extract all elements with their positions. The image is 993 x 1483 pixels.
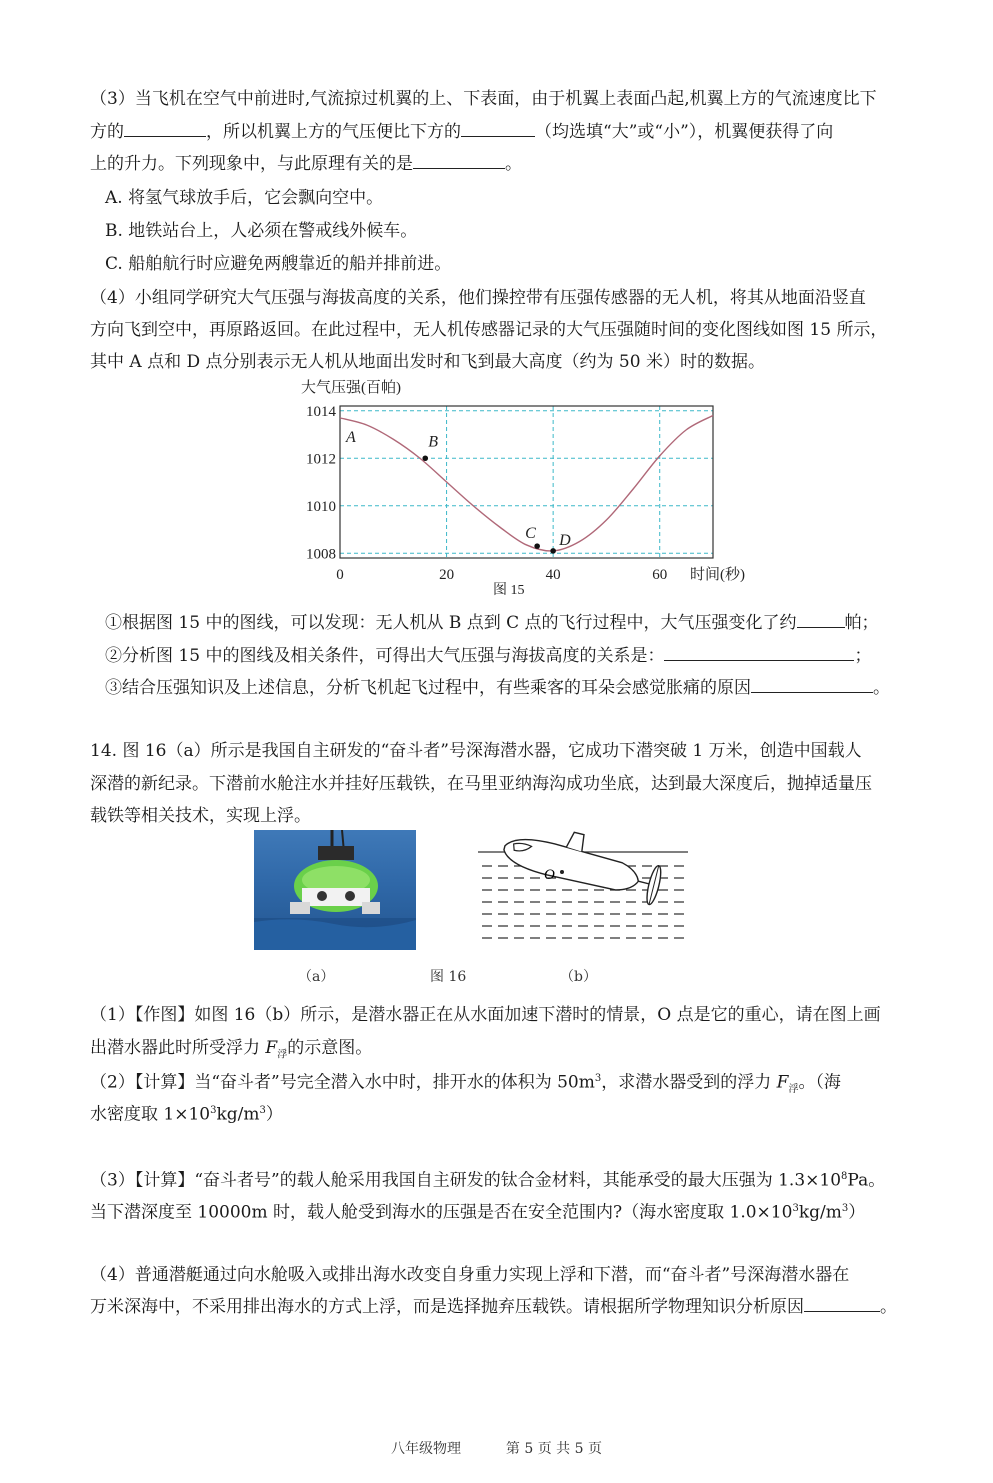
q13-3-line2 [90, 119, 965, 145]
x-tick-label: 60 [652, 567, 668, 583]
chart-xlabel: 时间(秒) [690, 567, 745, 583]
text: 方的 [90, 122, 124, 142]
point-d [550, 548, 556, 554]
option-a: A. 将氢气球放手后，它会飘向空中。 [105, 188, 384, 208]
point-o-label: O [544, 867, 555, 883]
text: ①根据图 15 中的图线，可以发现：无人机从 B 点到 C 点的飞行过程中，大气压强变化了约 [105, 613, 797, 633]
x-tick-label: 40 [545, 567, 561, 583]
q14-1-line2 [90, 1035, 965, 1068]
x-tick-label: 0 [336, 567, 344, 583]
y-tick-label: 1012 [306, 451, 336, 468]
point-c [534, 543, 540, 549]
text: ，所以机翼上方的气压便比下方的 [206, 122, 461, 142]
point-b-label: B [428, 433, 439, 451]
point-c-label: C [525, 525, 536, 543]
text: 。 [505, 154, 522, 174]
q14-1-line1: （1）【作图】如图 16（b）所示，是潜水器正在从水面加速下潜时的情景，O 点是它的重心，请在图上画 [90, 1005, 881, 1025]
point-d-label: D [559, 531, 571, 549]
text: ③结合压强知识及上述信息，分析飞机起飞过程中，有些乘客的耳朵会感觉胀痛的原因 [105, 678, 751, 698]
option-b: B. 地铁站台上，人必须在警戒线外候车。 [105, 221, 418, 241]
text: 上的升力。下列现象中，与此原理有关的是 [90, 154, 413, 174]
subscript: 浮 [788, 1084, 799, 1096]
q14-line1: 14. 图 16（a）所示是我国自主研发的“奋斗者”号深海潜水器，它成功下潜突破 1 万米，创造中国载人 [90, 741, 862, 761]
footer-page-number: 第 5 页 共 5 页 [505, 1441, 602, 1457]
text: Pa。 [847, 1170, 886, 1191]
text: 的示意图。 [287, 1038, 373, 1058]
text: kg/m [798, 1202, 842, 1223]
q14-3-line1 [90, 1164, 965, 1194]
text: （均选填“大”或“小”），机翼便获得了向 [535, 122, 834, 142]
subscript: 浮 [277, 1049, 288, 1061]
point-a-label: A [346, 428, 356, 446]
text: 当下潜深度至 10000m 时，载人舱受到海水的压强是否在安全范围内?（海水密度取 1.0×10 [90, 1202, 793, 1223]
superscript: 3 [259, 1105, 266, 1116]
answer-blank-1[interactable] [124, 120, 206, 137]
text: 。 [873, 678, 890, 698]
text: ） [265, 1104, 283, 1125]
superscript: 3 [594, 1073, 602, 1084]
submersible-photo [254, 830, 416, 950]
text: ，求潜水器受到的浮力 [601, 1072, 777, 1093]
q14-3-line2 [90, 1196, 965, 1226]
text: 出潜水器此时所受浮力 [90, 1038, 266, 1058]
chart-ylabel: 大气压强(百帕) [301, 380, 401, 396]
text: （2）【计算】当“奋斗者”号完全潜入水中时，排开水的体积为 50m [90, 1072, 595, 1093]
q13-4-sub1 [105, 610, 980, 636]
superscript: 8 [841, 1171, 848, 1182]
superscript: 3 [792, 1203, 799, 1214]
answer-blank-3[interactable] [413, 152, 505, 169]
text: 。（海 [798, 1072, 841, 1093]
text: ； [854, 646, 872, 666]
x-tick-label: 20 [439, 567, 455, 583]
q14-4-line1: （4）普通潜艇通过向水舱吸入或排出海水改变自身重力实现上浮和下潜，而“奋斗者”号深海潜水器在 [90, 1265, 850, 1285]
y-tick-label: 1014 [306, 403, 336, 420]
text: ②分析图 15 中的图线及相关条件，可得出大气压强与海拔高度的关系是： [105, 646, 665, 666]
force-symbol: F [776, 1072, 789, 1093]
text: 帕； [844, 613, 879, 633]
superscript: 3 [210, 1105, 217, 1116]
q14-2-line2 [90, 1098, 965, 1128]
y-tick-label: 1008 [306, 546, 336, 563]
superscript: 3 [841, 1203, 849, 1214]
submersible-sketch [478, 826, 693, 951]
footer-subject: 八年级物理 [391, 1441, 461, 1457]
answer-blank-5[interactable] [664, 644, 854, 661]
answer-blank-6[interactable] [751, 676, 873, 693]
text: ） [848, 1202, 866, 1223]
text: 水密度取 1×10 [90, 1104, 211, 1125]
q13-4-line1: （4）小组同学研究大气压强与海拔高度的关系，他们操控带有压强传感器的无人机，将其从地面沿竖直 [90, 288, 866, 308]
chart-title: 图 15 [493, 583, 525, 598]
fig-16-title: 图 16 [430, 969, 467, 985]
q14-4-line2 [90, 1294, 965, 1320]
q13-4-line3: 其中 A 点和 D 点分别表示无人机从地面出发时和飞到最大高度（约为 50 米）时的数据。 [90, 352, 765, 372]
text: 万米深海中，不采用排出海水的方式上浮，而是选择抛弃压载铁。请根据所学物理知识分析原因 [90, 1297, 804, 1317]
text: 。 [880, 1297, 897, 1317]
figure-15-chart [285, 370, 785, 600]
page-footer [0, 1438, 993, 1458]
q13-3-line3 [90, 151, 965, 177]
q13-3-line1: （3）当飞机在空气中前进时,气流掠过机翼的上、下表面，由于机翼上表面凸起,机翼上方的气流速度比下 [90, 89, 877, 109]
force-symbol: F [265, 1038, 278, 1058]
answer-blank-7[interactable] [804, 1295, 880, 1312]
q14-line3: 载铁等相关技术，实现上浮。 [90, 806, 311, 826]
q13-4-sub3 [105, 675, 980, 701]
q13-4-sub2 [105, 643, 980, 669]
answer-blank-2[interactable] [461, 120, 535, 137]
y-tick-label: 1010 [306, 498, 336, 515]
q13-4-line2: 方向飞到空中，再原路返回。在此过程中，无人机传感器记录的大气压强随时间的变化图线如图 15 所示， [90, 320, 888, 340]
fig-16a-label: （a） [298, 969, 335, 985]
text: kg/m [216, 1104, 260, 1125]
text: （3）【计算】“奋斗者号”的载人舱采用我国自主研发的钛合金材料，其能承受的最大压强为 1.3×10 [90, 1170, 842, 1191]
q14-line2: 深潜的新纪录。下潜前水舱注水并挂好压载铁，在马里亚纳海沟成功坐底，达到最大深度后，抛掉适量压 [90, 774, 872, 794]
center-of-gravity-point [560, 870, 564, 874]
option-c: C. 船舶航行时应避免两艘靠近的船并排前进。 [105, 254, 452, 274]
answer-blank-4[interactable] [797, 611, 845, 628]
fig-16b-label: （b） [560, 969, 597, 985]
point-b [422, 455, 428, 461]
